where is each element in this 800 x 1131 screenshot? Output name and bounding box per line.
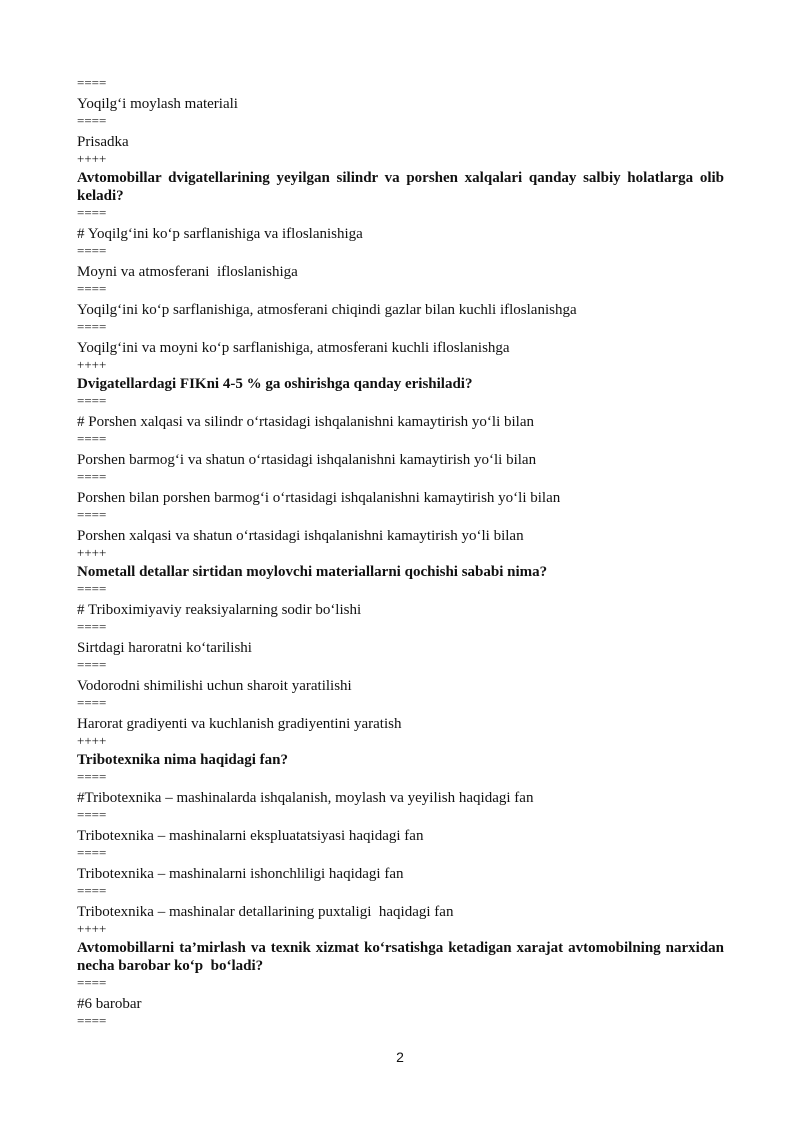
answer-option: # Porshen xalqasi va silindr o‘rtasidagi ishqalanishni kamaytirish yo‘li bilan [77, 414, 535, 430]
answer-separator: ==== [77, 431, 107, 446]
question-separator: ++++ [77, 733, 107, 748]
answer-option: Moyni va atmosferani ifloslanishiga [77, 264, 298, 280]
question-text: Tribotexnika nima haqidagi fan? [77, 752, 289, 768]
answer-separator: ==== [77, 243, 107, 258]
answer-separator: ==== [77, 393, 107, 408]
question-separator: ++++ [77, 545, 107, 560]
answer-separator: ==== [77, 205, 107, 220]
answer-option: #Tribotexnika – mashinalarda ishqalanish, moylash va yeyilish haqidagi fan [77, 790, 534, 806]
page-number: 2 [396, 1049, 404, 1065]
answer-separator: ==== [77, 975, 107, 990]
question-separator: ++++ [77, 921, 107, 936]
answer-separator: ==== [77, 469, 107, 484]
answer-option: Porshen bilan porshen barmog‘i o‘rtasidagi ishqalanishni kamaytirish yo‘li bilan [77, 490, 561, 506]
question-separator: ++++ [77, 357, 107, 372]
answer-separator: ==== [77, 1013, 107, 1028]
question-separator: ++++ [77, 151, 107, 166]
answer-option: # Yoqilg‘ini ko‘p sarflanishiga va ifloslanishiga [77, 226, 363, 242]
answer-option: #6 barobar [77, 996, 142, 1012]
answer-separator: ==== [77, 581, 107, 596]
question-text: Avtomobillar dvigatellarining yeyilgan silindr va porshen xalqalari qanday salbiy holatlarga olib keladi? [77, 170, 728, 204]
answer-separator: ==== [77, 113, 107, 128]
answer-option: Yoqilg‘i moylash materiali [77, 96, 238, 112]
question-text: Nometall detallar sirtidan moylovchi materiallarni qochishi sababi nima? [77, 564, 548, 580]
answer-separator: ==== [77, 281, 107, 296]
answer-separator: ==== [77, 845, 107, 860]
answer-option: Tribotexnika – mashinalarni ishonchliligi haqidagi fan [77, 866, 404, 882]
question-text: Avtomobillarni ta’mirlash va texnik xizmat ko‘rsatishga ketadigan xarajat avtomobilning narxidan necha barobar ko‘p bo‘ladi? [77, 940, 728, 974]
answer-option: Vodorodni shimilishi uchun sharoit yaratilishi [77, 678, 352, 694]
answer-separator: ==== [77, 883, 107, 898]
answer-option: Yoqilg‘ini va moyni ko‘p sarflanishiga, atmosferani kuchli ifloslanishga [77, 340, 510, 356]
answer-option: Harorat gradiyenti va kuchlanish gradiyentini yaratish [77, 716, 402, 732]
answer-separator: ==== [77, 507, 107, 522]
answer-separator: ==== [77, 769, 107, 784]
answer-option: Yoqilg‘ini ko‘p sarflanishiga, atmosferani chiqindi gazlar bilan kuchli ifloslanishga [77, 302, 577, 318]
answer-option: Tribotexnika – mashinalarni ekspluatatsiyasi haqidagi fan [77, 828, 424, 844]
answer-option: Porshen xalqasi va shatun o‘rtasidagi ishqalanishni kamaytirish yo‘li bilan [77, 528, 524, 544]
document-body [77, 75, 728, 1033]
answer-separator: ==== [77, 75, 107, 90]
answer-separator: ==== [77, 319, 107, 334]
answer-option: Tribotexnika – mashinalar detallarining puxtaligi haqidagi fan [77, 904, 454, 920]
answer-option: # Triboximiyaviy reaksiyalarning sodir bo‘lishi [77, 602, 362, 618]
answer-option: Prisadka [77, 134, 129, 150]
answer-separator: ==== [77, 807, 107, 822]
answer-option: Sirtdagi haroratni ko‘tarilishi [77, 640, 252, 656]
answer-separator: ==== [77, 695, 107, 710]
answer-option: Porshen barmog‘i va shatun o‘rtasidagi ishqalanishni kamaytirish yo‘li bilan [77, 452, 537, 468]
answer-separator: ==== [77, 619, 107, 634]
answer-separator: ==== [77, 657, 107, 672]
question-text: Dvigatellardagi FIKni 4-5 % ga oshirishga qanday erishiladi? [77, 376, 473, 392]
